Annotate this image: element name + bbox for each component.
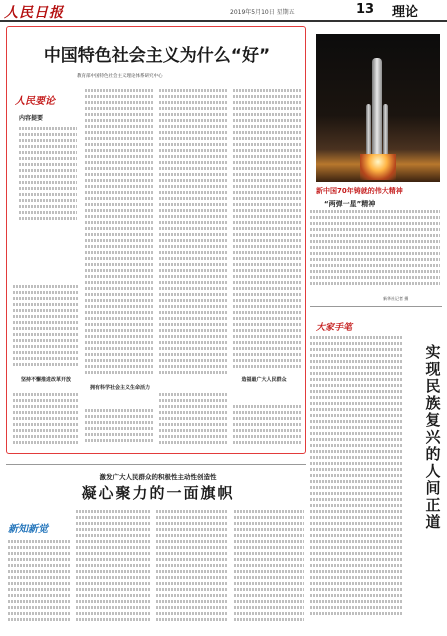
main-article[interactable] (6, 26, 306, 454)
bottom-body-column-2 (76, 510, 150, 630)
summary-text-block (19, 127, 77, 272)
issue-info: 2019年5月10日 星期五 (230, 9, 295, 16)
rocket-body (372, 58, 382, 158)
page-header (0, 0, 447, 22)
main-article-byline: 教育部中国特色社会主义理论体系研究中心 (77, 74, 163, 79)
bottom-body-column-3 (156, 510, 228, 630)
main-article-title[interactable]: 中国特色社会主义为什么“好” (43, 46, 271, 66)
right-divider (310, 306, 442, 307)
right-article-vertical-title[interactable]: 实现民族复兴的人间正道 (425, 343, 441, 531)
column-brand-renmin-yaolun (15, 89, 77, 111)
photo-credit: 新华社记者 摄 (383, 296, 409, 301)
body-column-3b (159, 393, 227, 449)
rocket-booster-right (383, 104, 388, 156)
body-column-1 (13, 285, 79, 373)
subhead-1: 坚持不懈推进改革开放 (20, 377, 71, 383)
newspaper-masthead: 人民日报 (4, 5, 64, 21)
body-column-3 (159, 89, 227, 379)
column-brand-xinzhi-xinjue: 新知新觉 (8, 524, 48, 535)
column-brand-text: 人民要论 (15, 96, 55, 107)
bottom-body-column-1 (8, 540, 70, 630)
body-column-4 (233, 89, 301, 373)
rocket-booster-left (366, 104, 371, 156)
subhead-3 (229, 377, 299, 384)
right-article-body (310, 336, 402, 626)
body-column-4b (233, 405, 301, 449)
column-brand-dajia-shoubi: 大家手笔 (316, 323, 353, 333)
bottom-article-kicker: 激发广大人民群众的积极性主动性创造性 (99, 473, 217, 481)
subhead-2-text: 拥有科学社会主义生命活力 (89, 385, 150, 391)
page-number: 13 (356, 2, 375, 17)
body-column-2b (85, 409, 153, 449)
photo-caption-text (310, 210, 440, 294)
body-column-1b (13, 393, 79, 449)
subhead-2 (87, 385, 153, 392)
summary-lines (19, 127, 77, 220)
bottom-divider (6, 464, 306, 465)
section-name: 理论 (392, 5, 419, 20)
photo-feature-subtitle: “两弹一星”精神 (324, 200, 376, 208)
photo-feature-title[interactable]: 新中国70年铸就的伟大精神 (316, 187, 403, 195)
subhead-3-text: 造福最广大人民群众 (241, 377, 287, 383)
bottom-article-title[interactable]: 凝心聚力的一面旗帜 (81, 484, 235, 502)
bottom-body-column-4 (234, 510, 304, 630)
body-column-2 (85, 89, 153, 379)
rocket-launch-photo (316, 34, 440, 182)
rocket-flame (360, 154, 396, 180)
summary-label: 内容提要 (19, 115, 44, 122)
